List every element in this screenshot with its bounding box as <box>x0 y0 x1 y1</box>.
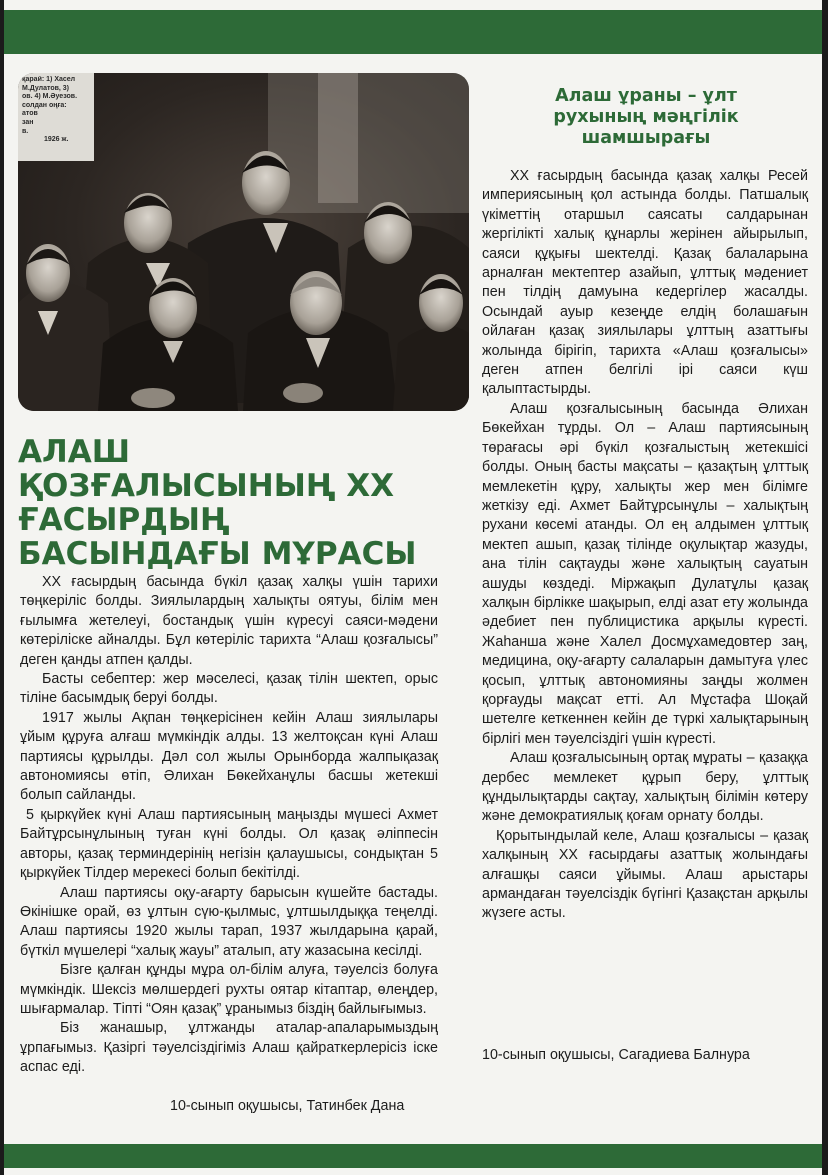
paragraph: Алаш қозғалысының басында Әлихан Бөкейхан тұрды. Ол – Алаш партиясының төрағасы әрі бүкіл қозғалыстың жетекшісі болды. Оның басты мақсаты – қазақтың ұлттық мемлекетін құру, халықты жер мен білімге жеткізу еді. Ахмет Байтұрсынұлы – халықтың рухани көсемі атанды. Ол ең алдымен ұлттық мектеп ашып, қазақ тілінде оқулықтар жазуды, ана тілін сақтауды және халықтың сауатын ашуды көздеді. Міржақып Дулатұлы қазақ халқын бірлікке шақырып, елді азат ету жолында әдебиет пен публицистика арқылы күресті. Жаһанша және Халел Досмұхамедовтер заң, медицина, оқу-ағарту салаларын дамытуға үлес қосып, ұлттық автономияны заңды жолмен қорғауды мақсат етті. Ал Мұстафа Шоқай шетелге кеткеннен кейін де түркі халықтарының бірлігі мен тәуелсіздігі үшін күресті. <box>482 400 808 747</box>
title-line: шамшырағы <box>581 128 711 148</box>
title-line: рухының мәңгілік <box>553 107 739 127</box>
title-line: ҚОЗҒАЛЫСЫНЫҢ ХХ <box>18 468 395 504</box>
historical-group-photo <box>18 73 469 411</box>
top-green-band <box>4 10 822 54</box>
bottom-green-band <box>4 1144 822 1168</box>
paragraph: ХХ ғасырдың басында бүкіл қазақ халқы үшін тарихи төңкеріліс болды. Зиялылардың халықты оятуы, білім мен ғылымға жетелеуі, бостандық үшін күресуі саяси-мәдени көтерілiске айналды. Бұл көтеріліс тарихта “Алаш қозғалысы” деген қанды атпен қалды. <box>20 574 438 668</box>
paragraph: ХХ ғасырдың басында қазақ халқы Ресей империясының қол астында болды. Патшалық үкіметтің отаршыл саясаты салдарынан жергілікті халық құнарлы жерінен айырылып, саяси құқығы шектелді. Қазақ балаларына арналған мектептер азайып, ұлттық мәдениет пен тілдің дамуына кедергілер жасалды. Осындай ауыр кезеңде елдің болашағын ойлаған қазақ зиялылары ұлттың азаттығы жолында бірігіп, тарихта «Алаш қозғалысы» деген атпен белгілі ірі саяси күш қалыптастырды. <box>482 168 808 398</box>
right-article-body <box>482 167 808 924</box>
left-article-body <box>20 573 438 1078</box>
paragraph: Алаш партиясы оқу-ағарту барысын күшейте бастады. Өкінішке орай, өз ұлтын сүю-қылмыс, ұлтшылдыққа теңелді. Алаш партиясы 1920 жылы тарап, 1937 жылдарына қарай, бүткіл мүшелері “халық жауы” аталып, ату жазасына кесілді. <box>20 884 438 959</box>
photo-caption <box>18 73 94 161</box>
paragraph: Басты себептер: жер мәселесі, қазақ тілін шектеп, орыс тіліне басымдық беруі болды. <box>20 671 438 707</box>
paragraph: Қорытындылай келе, Алаш қозғалысы – қазақ халқының ХХ ғасырдағы азаттық жолындағы алғашқы саяси ұйымы. Алаш арыстары армандаған тәуелсіздік бүгінгі Қазақстан арқылы жүзеге асты. <box>482 827 808 922</box>
paragraph: 1917 жылы Ақпан төңкерісінен кейін Алаш зиялылары ұйым құруға алғаш мүмкіндік алды. 13 желтоқсан күні Алаш партиясы құрылды. Дәл сол жылы Орынборда жалпықазақ автономиясы өтіп, Әлихан Бөкейханұлы басшы жетекші болып сайланды. <box>20 709 438 804</box>
title-line: БАСЫНДАҒЫ МҰРАСЫ <box>18 536 417 572</box>
caption-line: 1926 ж. <box>44 136 69 144</box>
caption-line: зан <box>22 118 34 126</box>
main-article-title <box>18 435 468 571</box>
paragraph: Бізге қалған құнды мұра ол-білім алуға, тәуелсіз болуға мүмкіндік. Шексіз мөлшердегі рухты оятар кітаптар, өлеңдер, шығармалар. Тіпті “Оян қазақ” ұранымыз біздің байлығымыз. <box>20 962 438 1017</box>
left-signature: 10-сынып оқушысы, Татинбек Дана <box>170 1098 405 1114</box>
paragraph: Біз жанашыр, ұлтжанды аталар-апаларымыздың ұрпағымыз. Қазіргі тәуелсіздігіміз Алаш қайраткерлерісіз іске аспас еді. <box>20 1020 438 1076</box>
caption-line: ов. 4) М.Әуезов. <box>22 93 78 101</box>
caption-line: М.Дулатов, 3) <box>22 84 70 92</box>
title-line: АЛАШ <box>18 434 131 470</box>
title-line: ҒАСЫРДЫҢ <box>18 502 230 538</box>
caption-line: атов <box>22 110 38 118</box>
caption-line: солдан оңға: <box>22 101 67 109</box>
paragraph: Алаш қозғалысының ортақ мұраты – қазаққа дербес мемлекет құрып беру, ұлттық құндылықтарды сақтау, халықтың білімін көтеру және демократиялық қоғам орнату болды. <box>482 750 808 825</box>
caption-line: в. <box>22 127 29 135</box>
paragraph: 5 қыркүйек күні Алаш партиясының маңызды мүшесі Ахмет Байтұрсынұлының туған күні болды. Ол қазақ әліппесін авторы, қазақ терминдерінің негізін қалаушысы, сондықтан 5 қыркүйек Тілдер мерекесі болып бекітілді. <box>20 806 438 882</box>
newspaper-page <box>4 0 822 1175</box>
right-signature: 10-сынып оқушысы, Сагадиева Балнура <box>482 1047 750 1063</box>
title-line: Алаш ұраны – ұлт <box>555 86 737 106</box>
caption-line: қарай: 1) Хасел <box>22 76 76 83</box>
right-article-title <box>500 86 792 149</box>
